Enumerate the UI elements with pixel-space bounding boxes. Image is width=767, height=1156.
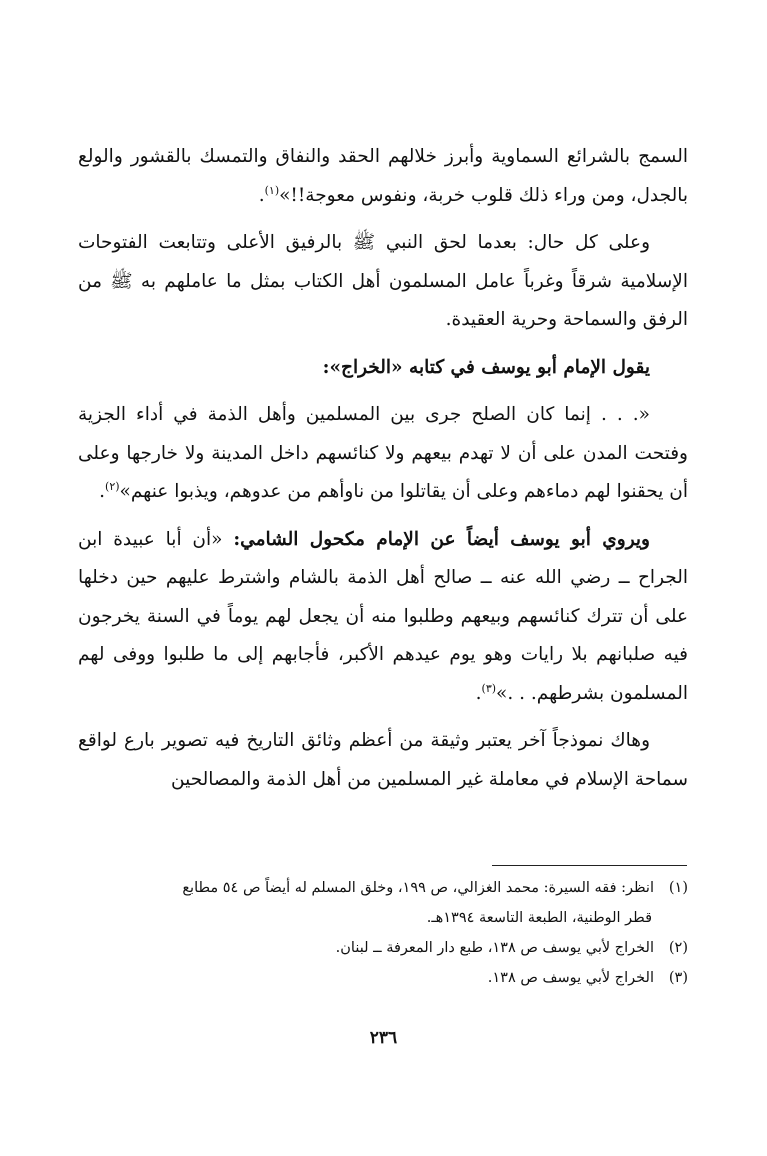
page-number: ٢٣٦: [369, 1028, 398, 1048]
footnote-number: (٢): [668, 940, 688, 956]
footnote-text: الخراج لأبي يوسف ص ١٣٨، طبع دار المعرفة ــ لبنان.: [335, 940, 654, 956]
paragraph-4: [78, 521, 688, 714]
footnote-ref-1[interactable]: (١): [264, 183, 280, 197]
footnote-ref-2[interactable]: (٢): [105, 479, 120, 493]
footnote-text: انظر: فقه السيرة: محمد الغزالي، ص ١٩٩، وخلق المسلم له أيضاً ص ٥٤ مطابع: [182, 880, 654, 896]
paragraph-1: [78, 138, 688, 215]
footnotes: [78, 873, 688, 993]
footnote-number: (١): [668, 880, 688, 896]
section-heading: يقول الإمام أبو يوسف في كتابه «الخراج»:: [322, 356, 650, 378]
paragraph-1-text: السمج بالشرائع السماوية وأبرز خلالهم الحقد والنفاق والتمسك بالقشور والولع بالجدل، ومن وراء ذلك قلوب خربة، ونفوس معوجة!!»: [78, 146, 688, 206]
footnote-divider: [492, 865, 687, 866]
paragraph-4-end: .: [475, 682, 482, 704]
paragraph-3-end: .: [99, 481, 106, 502]
footnote-1: [78, 873, 688, 903]
paragraph-4-lead: ويروي أبو يوسف أيضاً عن الإمام مكحول الشامي:: [233, 528, 650, 550]
footnote-text: الخراج لأبي يوسف ص ١٣٨.: [487, 970, 654, 986]
footnote-ref-3[interactable]: (٣): [481, 681, 497, 695]
paragraph-3-text: «. . . إنما كان الصلح جرى بين المسلمين وأهل الذمة في أداء الجزية وفتحت المدن على أن لا تهدم بيعهم ولا كنائسهم داخل المدينة ولا خارجها وعلى أن يحقنوا لهم دماءهم وعلى أن يقاتلوا من ناوأهم من عدوهم، ويذبوا عنهم»: [78, 404, 688, 502]
paragraph-1-end: .: [258, 184, 265, 206]
main-text: [78, 138, 688, 808]
footnote-2: [78, 933, 688, 963]
paragraph-4-text: «أن أبا عبيدة ابن الجراح ــ رضي الله عنه ــ صالح أهل الذمة بالشام واشترط عليهم حين دخلها على أن تترك كنائسهم وبيعهم وطلبوا منه أن يجعل لهم يوماً في السنة يخرجون فيه صلبانهم بلا رايات وهو يوم عيدهم الأكبر، فأجابهم إلى ما طلبوا ووفى لهم المسلمون بشرطهم. . .»: [78, 528, 688, 704]
footnote-3: [78, 963, 688, 993]
paragraph-3: [78, 396, 688, 512]
paragraph-2: وعلى كل حال: بعدما لحق النبي ﷺ بالرفيق الأعلى وتتابعت الفتوحات الإسلامية شرقاً وغرباً عامل المسلمون أهل الكتاب بمثل ما عاملهم به ﷺ من الرفق والسماحة وحرية العقيدة.: [78, 232, 688, 330]
footnote-number: (٣): [668, 970, 688, 986]
footnote-1-continuation: قطر الوطنية، الطبعة التاسعة ١٣٩٤هـ.: [426, 910, 652, 926]
paragraph-5: وهاك نموذجاً آخر يعتبر وثيقة من أعظم وثائق التاريخ فيه تصوير بارع لواقع سماحة الإسلام في معاملة غير المسلمين من أهل الذمة والمصالحين: [78, 730, 688, 790]
